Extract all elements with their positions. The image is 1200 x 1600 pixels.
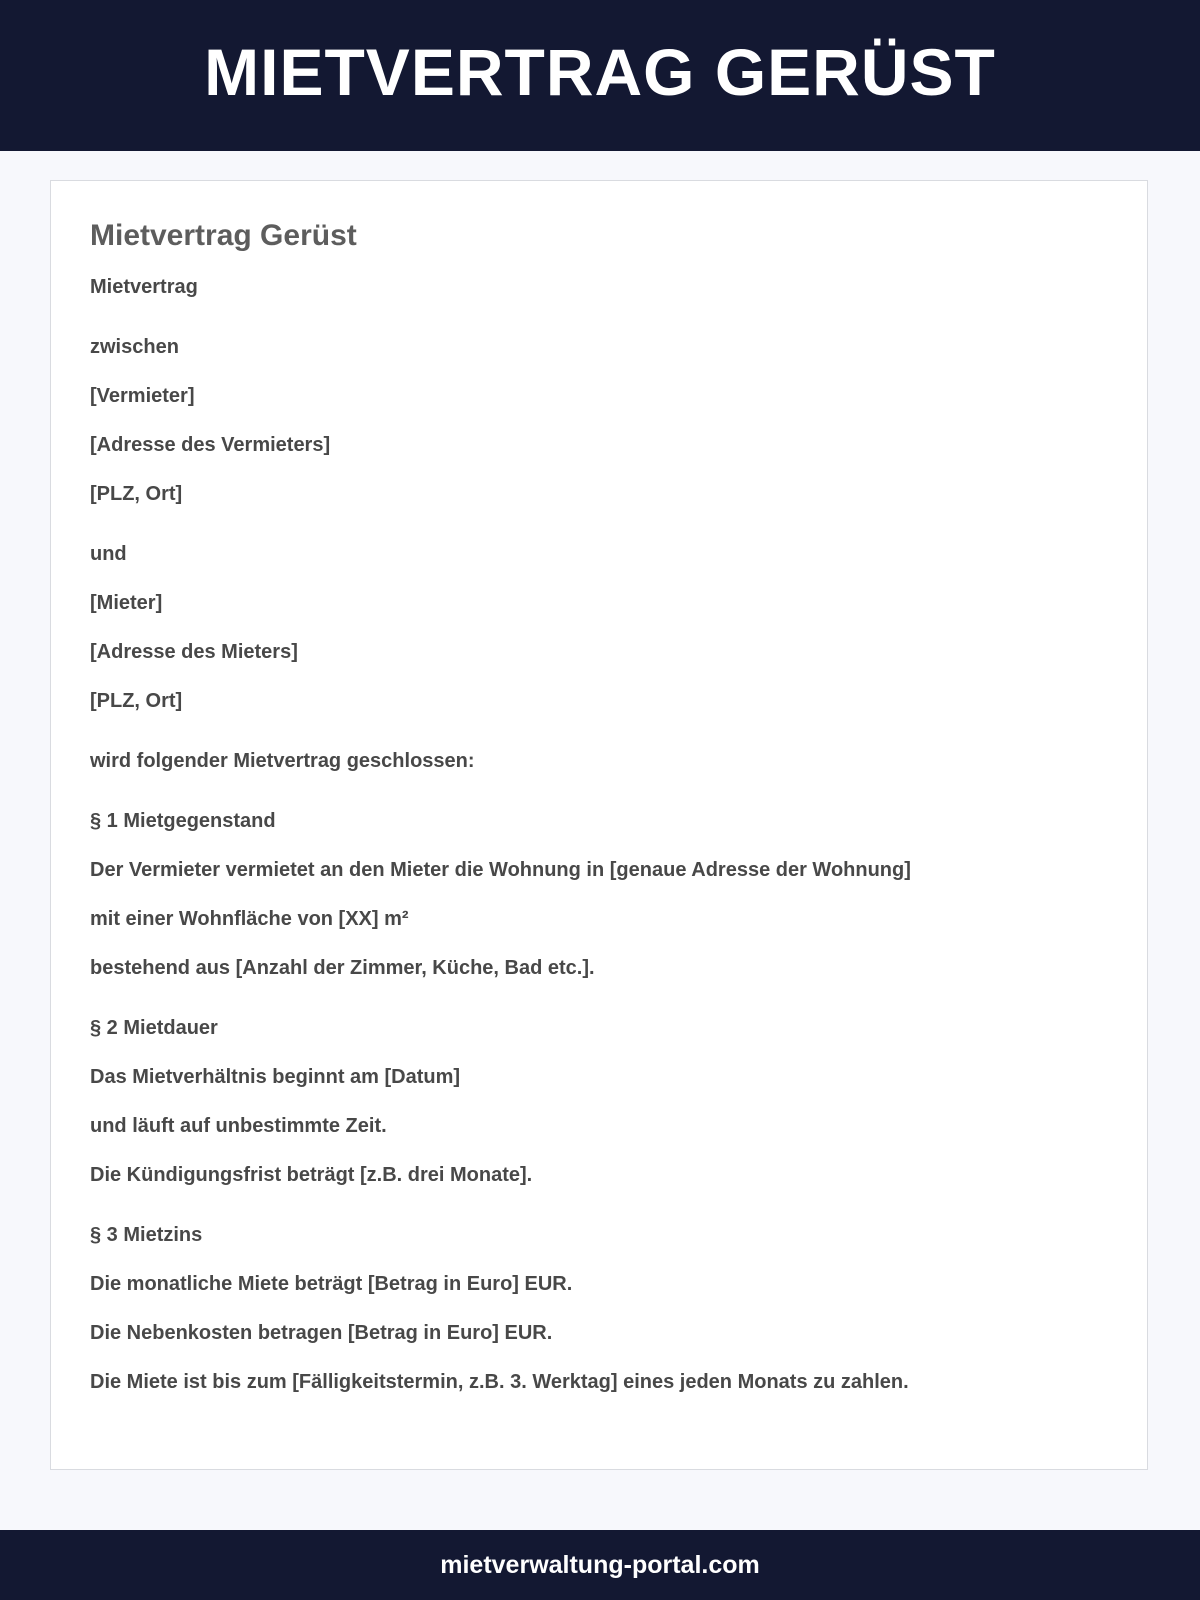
document-line: Die Nebenkosten betragen [Betrag in Euro] EUR.	[90, 1322, 553, 1344]
document-line: und	[90, 543, 127, 565]
document-body	[90, 335, 1108, 1394]
document-line: [Vermieter]	[90, 385, 195, 407]
document-label: Mietvertrag	[90, 276, 198, 298]
document-line: wird folgender Mietvertrag geschlossen:	[90, 750, 475, 772]
document-line: Die Kündigungsfrist beträgt [z.B. drei Monate].	[90, 1164, 533, 1186]
document-line: [Mieter]	[90, 592, 163, 614]
section-heading: § 3 Mietzins	[90, 1224, 203, 1246]
document-line: [PLZ, Ort]	[90, 483, 183, 505]
document-line: Die monatliche Miete beträgt [Betrag in Euro] EUR.	[90, 1273, 573, 1295]
document-section	[90, 1223, 1108, 1394]
document-section	[90, 749, 1108, 773]
section-heading: § 2 Mietdauer	[90, 1017, 218, 1039]
document-heading: Mietvertrag Gerüst	[90, 219, 357, 252]
document-line: und läuft auf unbestimmte Zeit.	[90, 1115, 387, 1137]
footer-domain: mietverwaltung-portal.com	[440, 1550, 760, 1579]
document-card	[50, 180, 1148, 1470]
document-section	[90, 335, 1108, 506]
section-heading: § 1 Mietgegenstand	[90, 810, 276, 832]
page-title: MIETVERTRAG GERÜST	[204, 34, 996, 109]
document-section	[90, 1016, 1108, 1187]
document-section	[90, 809, 1108, 980]
document-line: zwischen	[90, 336, 179, 358]
footer-banner	[0, 1530, 1200, 1600]
document-line: Das Mietverhältnis beginnt am [Datum]	[90, 1066, 461, 1088]
document-line: Die Miete ist bis zum [Fälligkeitstermin, z.B. 3. Werktag] eines jeden Monats zu zahlen.	[90, 1371, 909, 1393]
document-section	[90, 542, 1108, 713]
document-line: Der Vermieter vermietet an den Mieter die Wohnung in [genaue Adresse der Wohnung]	[90, 859, 911, 881]
document-line: [PLZ, Ort]	[90, 690, 183, 712]
document-line: bestehend aus [Anzahl der Zimmer, Küche, Bad etc.].	[90, 957, 595, 979]
document-line: mit einer Wohnfläche von [XX] m²	[90, 908, 409, 930]
document-line: [Adresse des Vermieters]	[90, 434, 331, 456]
document-line: [Adresse des Mieters]	[90, 641, 298, 663]
header-banner	[0, 0, 1200, 151]
